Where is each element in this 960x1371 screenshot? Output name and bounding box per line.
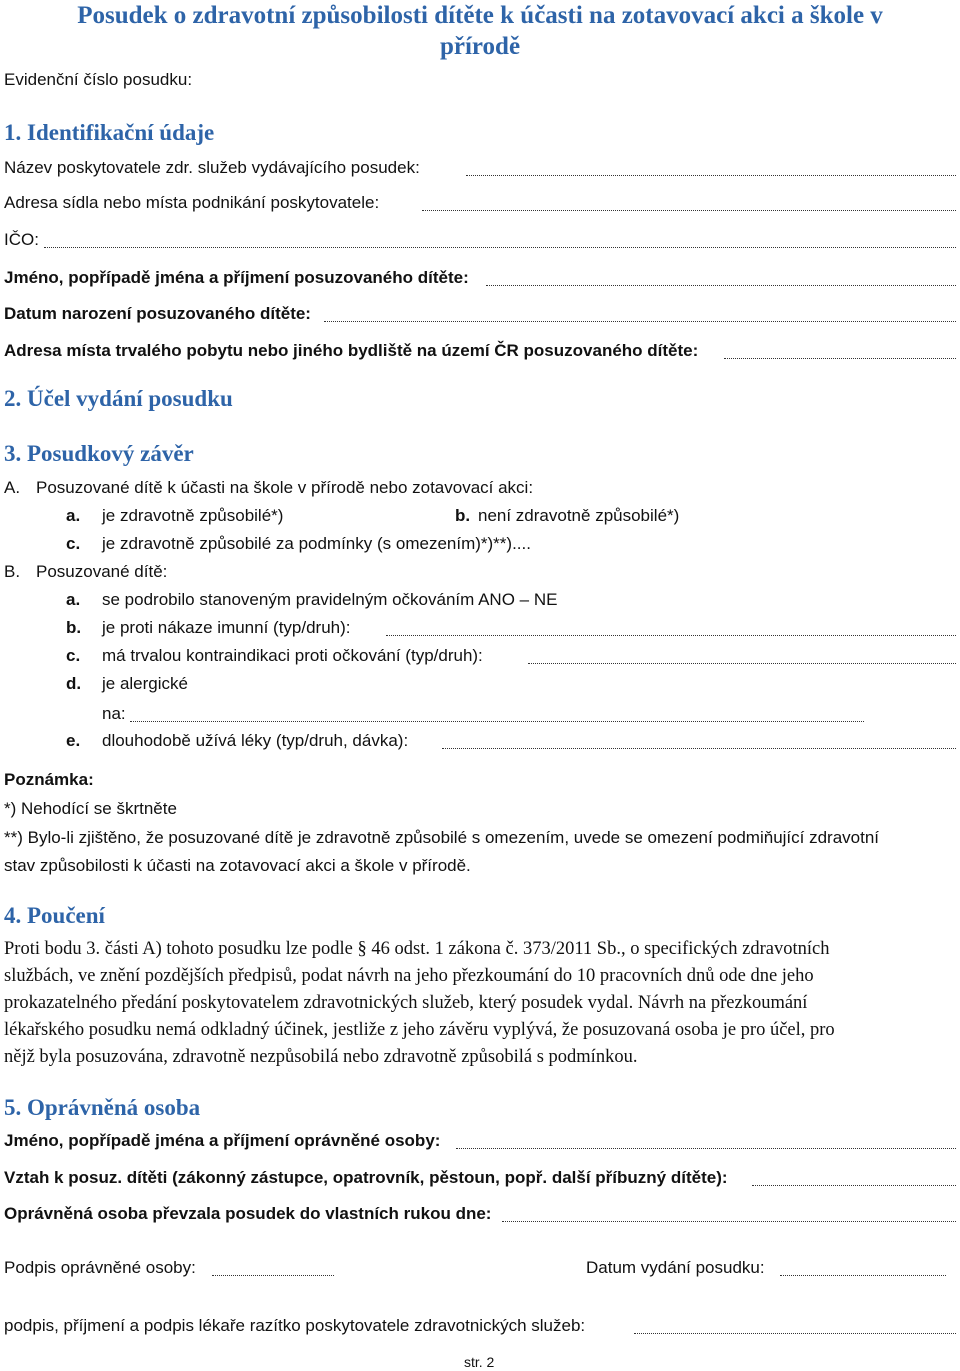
a-option-c-text[interactable]: je zdravotně způsobilé za podmínky (s omezením)*)**).... xyxy=(102,534,531,553)
note-star-2 xyxy=(4,824,954,880)
section-2-heading: 2. Účel vydání posudku xyxy=(4,386,233,411)
evidence-number-label: Evidenční číslo posudku: xyxy=(4,70,193,89)
child-birth-field[interactable] xyxy=(324,321,956,322)
child-birth-label: Datum narození posuzovaného dítěte: xyxy=(4,304,311,323)
section-4-heading: 4. Poučení xyxy=(4,903,105,928)
authorized-name-label: Jméno, popřípadě jména a příjmení oprávněné osoby: xyxy=(4,1131,441,1150)
part-a-letter: A. xyxy=(4,478,21,497)
b-item-a-text[interactable]: se podrobilo stanoveným pravidelným očkováním ANO – NE xyxy=(102,590,558,609)
instruction-line-3: prokazatelného předání poskytovatelem zdravotnických služeb, který posudek vydal. Návrh na přezkoumání xyxy=(4,993,808,1013)
b-item-e-letter: e. xyxy=(66,731,81,750)
b-item-a-letter: a. xyxy=(66,590,81,609)
child-address-label: Adresa místa trvalého pobytu nebo jiného bydliště na území ČR posuzovaného dítěte: xyxy=(4,341,699,360)
instruction-line-1: Proti bodu 3. části A) tohoto posudku lze podle § 46 odst. 1 zákona č. 373/2011 Sb., o specifických zdravotních xyxy=(4,939,830,959)
a-option-a-letter: a. xyxy=(66,506,81,525)
instruction-line-5: nějž byla posuzována, zdravotně nezpůsobilá nebo zdravotně způsobilá s podmínkou. xyxy=(4,1047,638,1067)
relation-label: Vztah k posuz. dítěti (zákonný zástupce, opatrovník, pěstoun, popř. další příbuzný dítěte): xyxy=(4,1168,728,1187)
issue-date-field[interactable] xyxy=(780,1275,946,1276)
ico-label: IČO: xyxy=(4,230,39,249)
provider-name-field[interactable] xyxy=(466,175,956,176)
note-star-2-line-1: **) Bylo-li zjištěno, že posuzované dítě je zdravotně způsobilé s omezením, uvede se omezení podmiňující zdravotní xyxy=(4,828,880,847)
child-name-label: Jméno, popřípadě jména a příjmení posuzovaného dítěte: xyxy=(4,268,469,287)
part-b-text: Posuzované dítě: xyxy=(36,562,168,581)
instruction-line-2: službách, ve znění pozdějších předpisů, podat návrh na jeho přezkoumání do 10 pracovních dnů ode dne jeho xyxy=(4,966,814,986)
page-number: str. 2 xyxy=(464,1354,495,1370)
provider-address-label: Adresa sídla nebo místa podnikání poskytovatele: xyxy=(4,193,380,212)
b-item-c-text: má trvalou kontraindikaci proti očkování (typ/druh): xyxy=(102,646,483,665)
signature-label: Podpis oprávněné osoby: xyxy=(4,1258,196,1277)
provider-name-label: Název poskytovatele zdr. služeb vydávajícího posudek: xyxy=(4,158,420,177)
b-item-b-letter: b. xyxy=(66,618,82,637)
note-label: Poznámka: xyxy=(4,770,94,789)
section-5-heading: 5. Oprávněná osoba xyxy=(4,1095,201,1120)
received-label: Oprávněná osoba převzala posudek do vlastních rukou dne: xyxy=(4,1204,492,1223)
section-1-heading: 1. Identifikační údaje xyxy=(4,120,215,145)
signature-field[interactable] xyxy=(212,1275,334,1276)
b-item-e-field[interactable] xyxy=(442,748,956,749)
document-title xyxy=(0,0,960,62)
b-item-d-text: je alergické xyxy=(102,674,188,693)
ico-field[interactable] xyxy=(44,247,956,248)
section-3-heading: 3. Posudkový závěr xyxy=(4,441,194,466)
note-star-2-line-2: stav způsobilosti k účasti na zotavovací akci a škole v přírodě. xyxy=(4,856,471,875)
provider-address-field[interactable] xyxy=(422,210,956,211)
instruction-line-4: lékařského posudku nemá odkladný účinek, jestliže z jeho závěru vyplývá, že posuzovaná osoba je pro účel, pro xyxy=(4,1020,835,1040)
b-item-b-text: je proti nákaze imunní (typ/druh): xyxy=(102,618,351,637)
b-item-b-field[interactable] xyxy=(386,635,956,636)
b-item-d-allergy-label: na: xyxy=(102,704,126,723)
part-a-text: Posuzované dítě k účasti na škole v přírodě nebo zotavovací akci: xyxy=(36,478,534,497)
relation-field[interactable] xyxy=(752,1185,956,1186)
issue-date-label: Datum vydání posudku: xyxy=(586,1258,765,1277)
b-item-c-letter: c. xyxy=(66,646,81,665)
b-item-c-field[interactable] xyxy=(528,663,956,664)
part-b-letter: B. xyxy=(4,562,21,581)
note-star-1: *) Nehodící se škrtněte xyxy=(4,799,177,818)
b-item-d-field[interactable] xyxy=(130,721,864,722)
a-option-a-text[interactable]: je zdravotně způsobilé*) xyxy=(102,506,284,525)
child-address-field[interactable] xyxy=(724,358,956,359)
doctor-signature-field[interactable] xyxy=(634,1333,956,1334)
title-line-2: přírodě xyxy=(439,33,521,60)
a-option-b-letter: b. xyxy=(455,506,471,525)
b-item-d-letter: d. xyxy=(66,674,82,693)
a-option-c-letter: c. xyxy=(66,534,81,553)
instruction-paragraph xyxy=(4,936,954,1071)
a-option-b-text[interactable]: není zdravotně způsobilé*) xyxy=(478,506,680,525)
child-name-field[interactable] xyxy=(486,285,956,286)
doctor-signature-label: podpis, příjmení a podpis lékaře razítko poskytovatele zdravotnických služeb: xyxy=(4,1316,586,1335)
b-item-e-text: dlouhodobě užívá léky (typ/druh, dávka): xyxy=(102,731,409,750)
title-line-1: Posudek o zdravotní způsobilosti dítěte k účasti na zotavovací akci a škole v xyxy=(77,2,883,29)
received-field[interactable] xyxy=(502,1221,956,1222)
authorized-name-field[interactable] xyxy=(456,1148,956,1149)
